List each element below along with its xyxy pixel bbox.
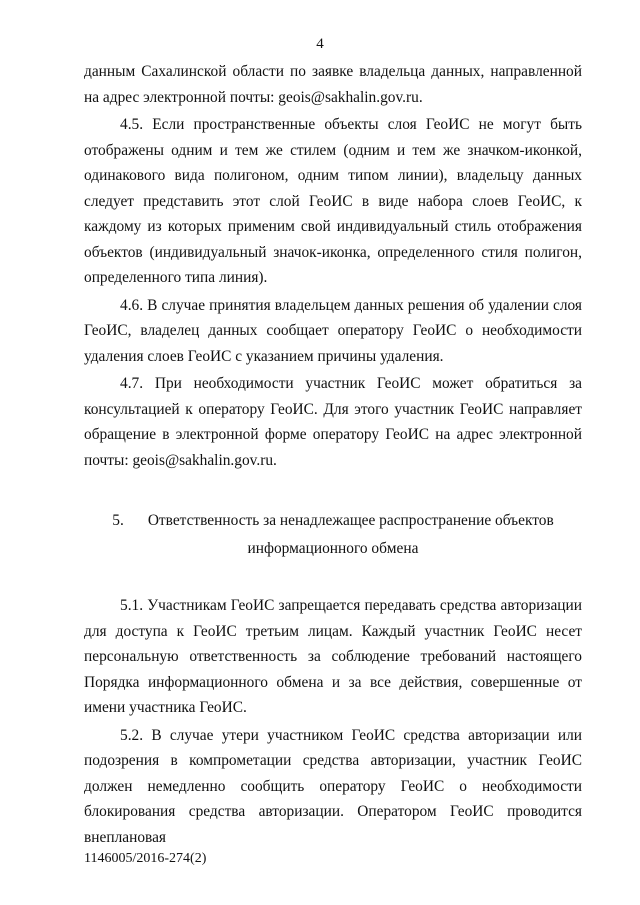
paragraph-4-6: 4.6. В случае принятия владельцем данных решения об удалении слоя ГеоИС, владелец данных сообщает оператору ГеоИС о необходимости удаления слоев ГеоИС с указанием причины удаления. (84, 296, 582, 365)
section-number: 5. (112, 512, 124, 529)
section-heading (84, 507, 582, 563)
paragraph-4-7: 4.7. При необходимости участник ГеоИС может обратиться за консультацией к оператору ГеоИС. Для этого участник ГеоИС направляет обращение в электронной форме оператору ГеоИС на адрес электронной почты: geois@sakhalin.gov.ru. (84, 375, 582, 469)
document-id: 1146005/2016-274(2) (84, 851, 207, 866)
section-title-line2: информационного обмена (247, 540, 419, 557)
paragraph-4-5: 4.5. Если пространственные объекты слоя ГеоИС не могут быть отображены одним и тем же стилем (одним и тем же значком-иконкой, одинакового вида полигоном, одним типом линии), владельцу данных следует представить этот слой ГеоИС в виде набора слоев ГеоИС, к каждому из которых применим свой индивидуальный стиль отображения объектов (индивидуальный значок-иконка, определенного стиля полигон, определенного типа линия). (84, 116, 582, 286)
document-body (84, 59, 582, 850)
paragraph-5-2: 5.2. В случае утери участником ГеоИС средства авторизации или подозрения в компрометации средства авторизации, участник ГеоИС должен немедленно сообщить оператору ГеоИС о необходимости блокирования средства авторизации. Оператором ГеоИС проводится внеплановая (84, 726, 582, 846)
page-number: 4 (316, 36, 324, 52)
paragraph-continuation: данным Сахалинской области по заявке владельца данных, направленной на адрес электронной почты: geois@sakhalin.gov.ru. (84, 63, 582, 106)
paragraph-5-1: 5.1. Участникам ГеоИС запрещается передавать средства авторизации для доступа к ГеоИС третьим лицам. Каждый участник ГеоИС несет персональную ответственность за соблюдение требований настоящего Порядка информационного обмена и за все действия, совершенные от имени участника ГеоИС. (84, 597, 582, 716)
section-title-line1: Ответственность за ненадлежащее распространение объектов (147, 512, 554, 529)
